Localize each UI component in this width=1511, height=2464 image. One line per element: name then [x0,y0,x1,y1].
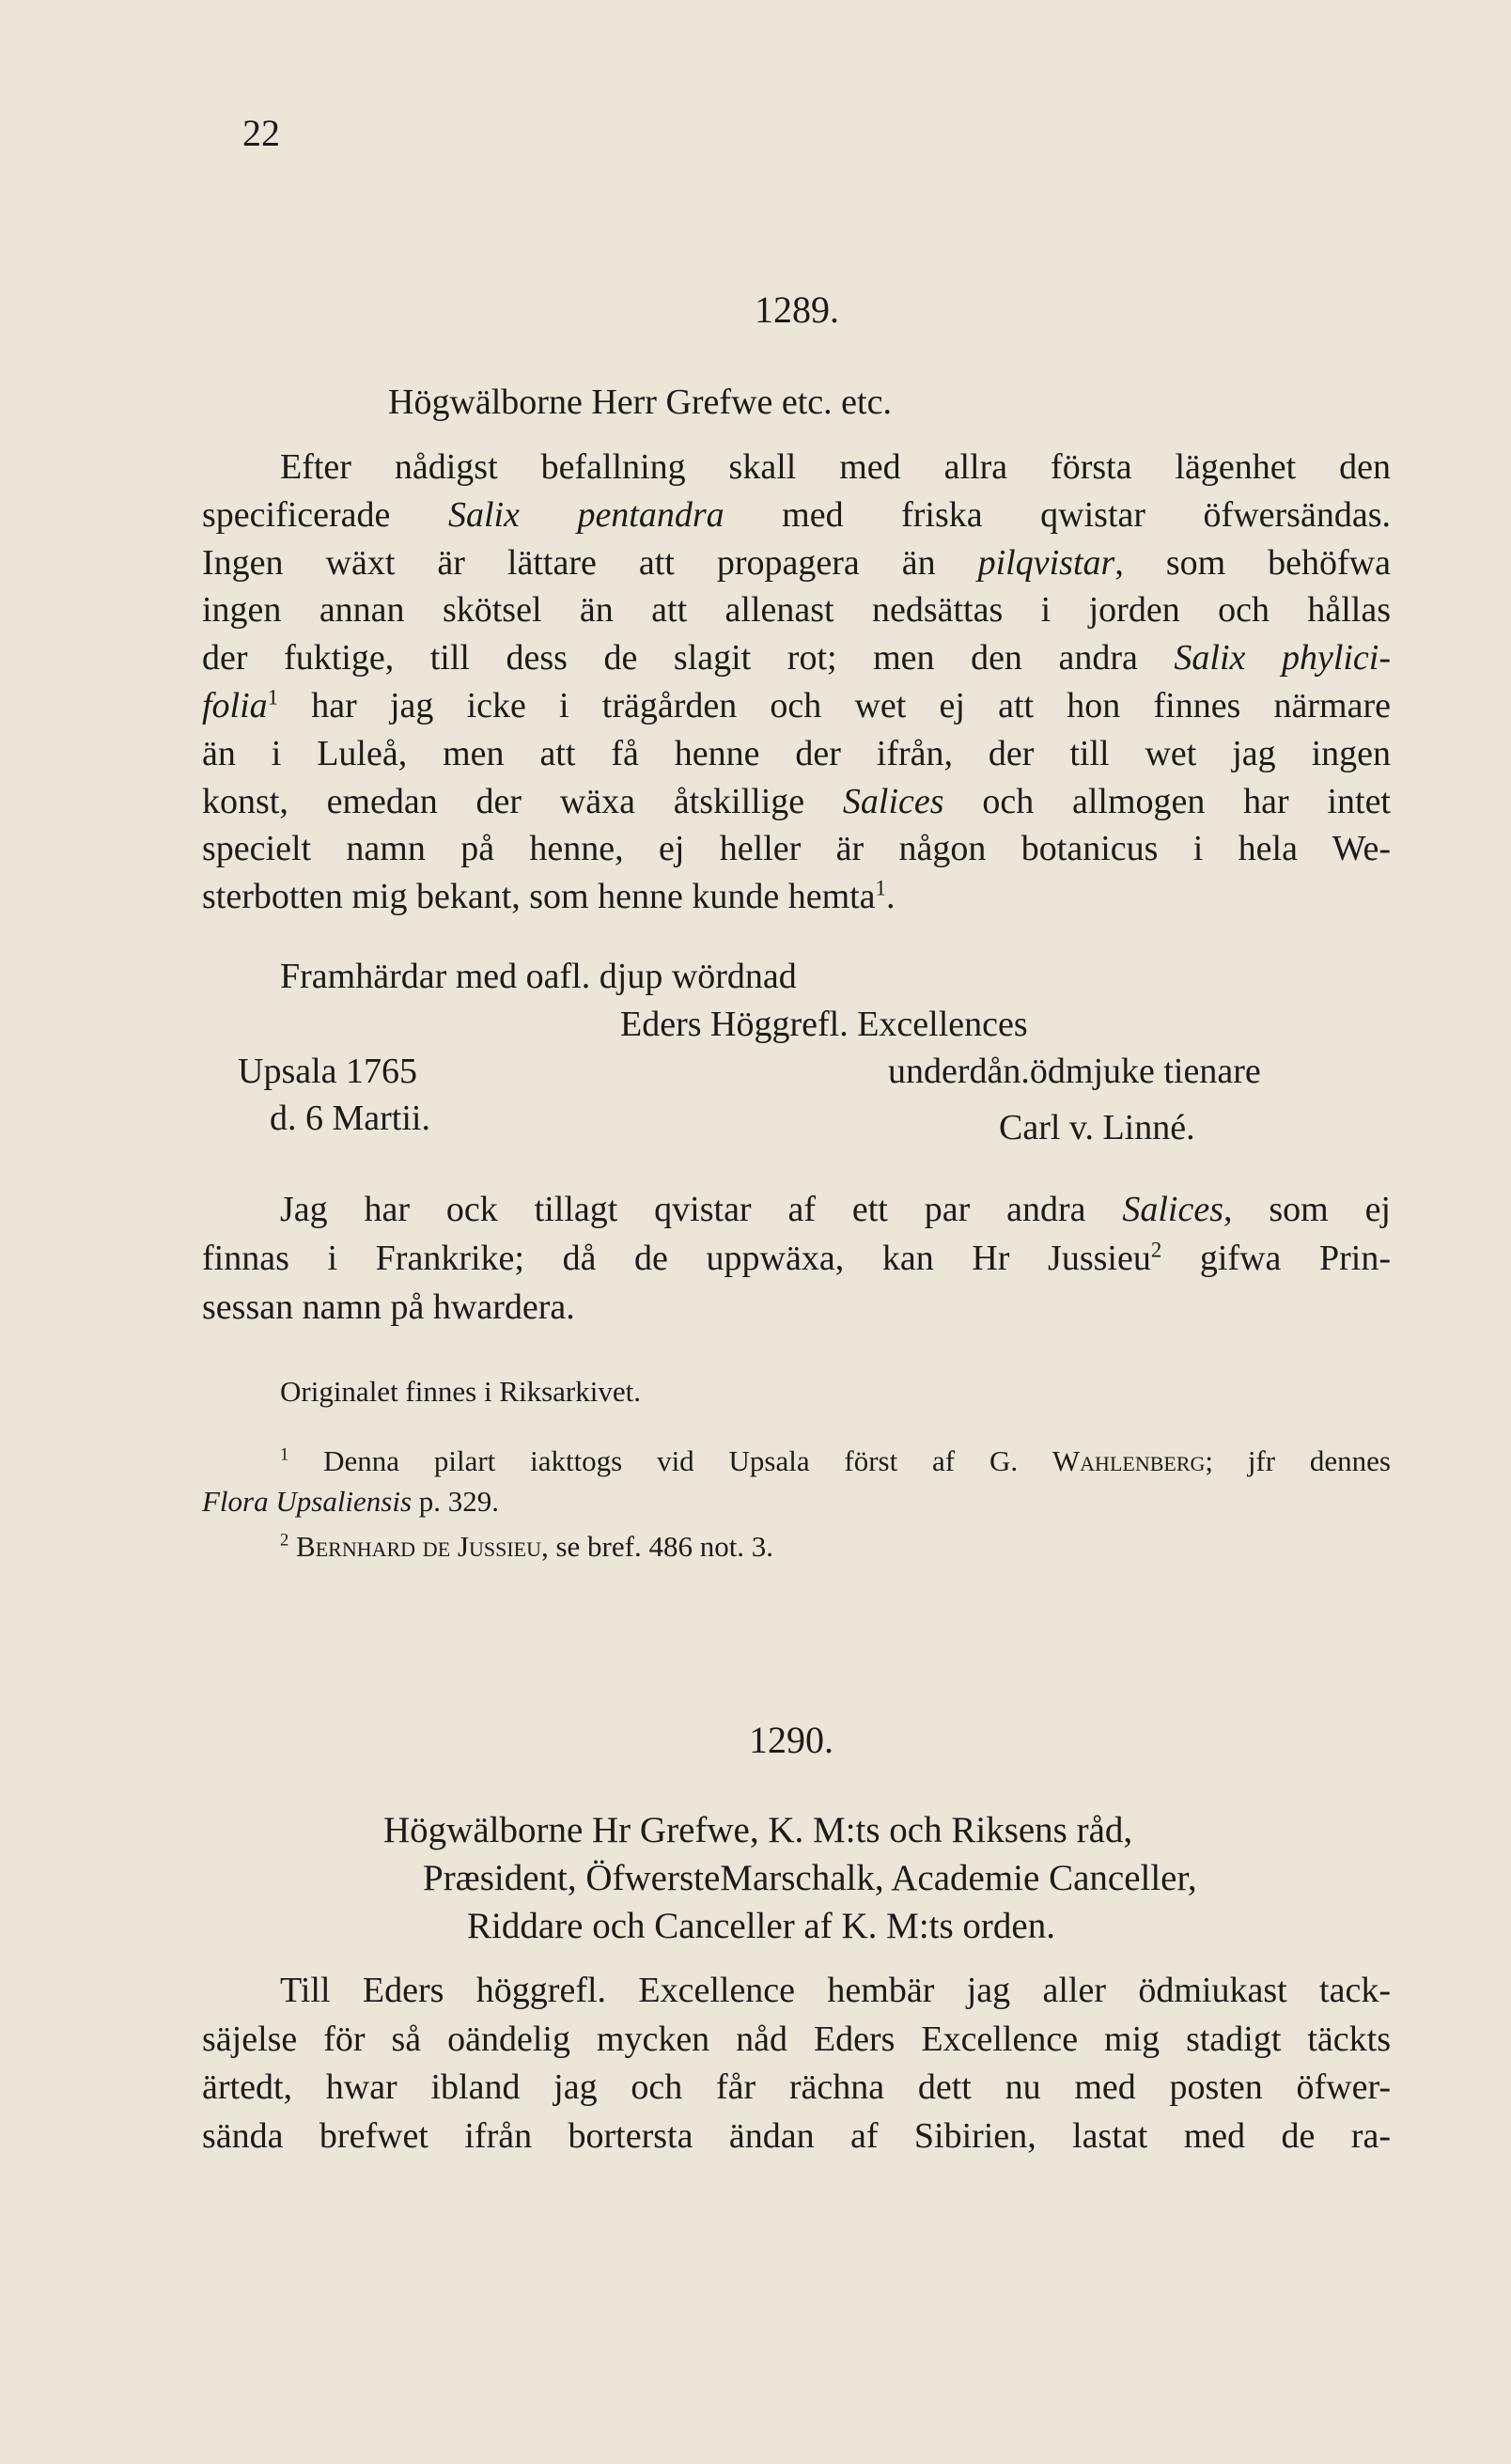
letter-date: d. 6 Martii. [270,1099,430,1138]
text-line: säjelse för så oändelig mycken nåd Eders Excellence mig stadigt täckts [202,2019,1391,2059]
text-line: än i Luleå, men att få henne der ifrån, der till wet jag ingen [202,733,1391,773]
closing-line: Framhärdar med oafl. djup wördnad [280,957,797,996]
salutation-line: Præsident, ÖfwersteMarschalk, Academie Canceller, [423,1858,1197,1898]
source-note: Originalet finnes i Riksarkivet. [280,1375,641,1408]
footnote-line: Flora Upsaliensis p. 329. [202,1485,500,1518]
letter-number: 1290. [749,1719,833,1761]
text-line: konst, emedan der wäxa åtskillige Salices och allmogen har intet [202,781,1391,821]
letter-salutation: Högwälborne Herr Grefwe etc. etc. [388,382,892,422]
text-line: sterbotten mig bekant, som henne kunde hemta$^1$. [202,876,896,917]
text-line: Efter nådigst befallning skall med allra första lägenhet den [280,447,1391,487]
salutation-line: Högwälborne Hr Grefwe, K. M:ts och Riksens råd, [383,1810,1133,1850]
page-number: 22 [242,112,280,154]
text-line: ärtedt, hwar ibland jag och får rächna dett nu med posten öfwer- [202,2067,1391,2107]
servant-line: underdån.ödmjuke tienare [888,1052,1261,1091]
letter-number: 1289. [755,289,839,331]
postscript-line: finnas i Frankrike; då de uppwäxa, kan Hr Jussieu$^2$ gifwa Prin- [202,1238,1391,1278]
text-line: Till Eders höggrefl. Excellence hembär jag aller ödmiukast tack- [280,1971,1391,2010]
postscript-line: sessan namn på hwardera. [202,1287,575,1327]
text-line: ingen annan skötsel än att allenast nedsättas i jorden och hållas [202,590,1391,631]
text-line: folia$^1$ har jag icke i trägården och wet ej att hon finnes närmare [202,685,1391,725]
signature: Carl v. Linné. [999,1108,1195,1147]
postscript-line: Jag har ock tillagt qvistar af ett par andra Salices, som ej [280,1190,1391,1229]
footnote-line: $^1$ Denna pilart iakttogs vid Upsala först af G. Wahlenberg; jfr dennes [280,1444,1391,1477]
footnote-line: $^2$ Bernhard de Jussieu, se bref. 486 not. 3. [280,1530,774,1563]
recipient-title: Eders Höggrefl. Excellences [620,1005,1028,1044]
salutation-line: Riddare och Canceller af K. M:ts orden. [467,1906,1055,1946]
text-line: Ingen wäxt är lättare att propagera än pilqvistar, som behöfwa [202,542,1391,583]
letter-place: Upsala 1765 [238,1052,418,1091]
text-line: specificerade Salix pentandra med friska qwistar öfwersändas. [202,494,1391,535]
text-line: sända brefwet ifrån bortersta ändan af Sibirien, lastat med de ra- [202,2115,1391,2156]
text-line: specielt namn på henne, ej heller är någon botanicus i hela We- [202,829,1391,869]
text-line: der fuktige, till dess de slagit rot; men den andra Salix phylici- [202,638,1392,678]
